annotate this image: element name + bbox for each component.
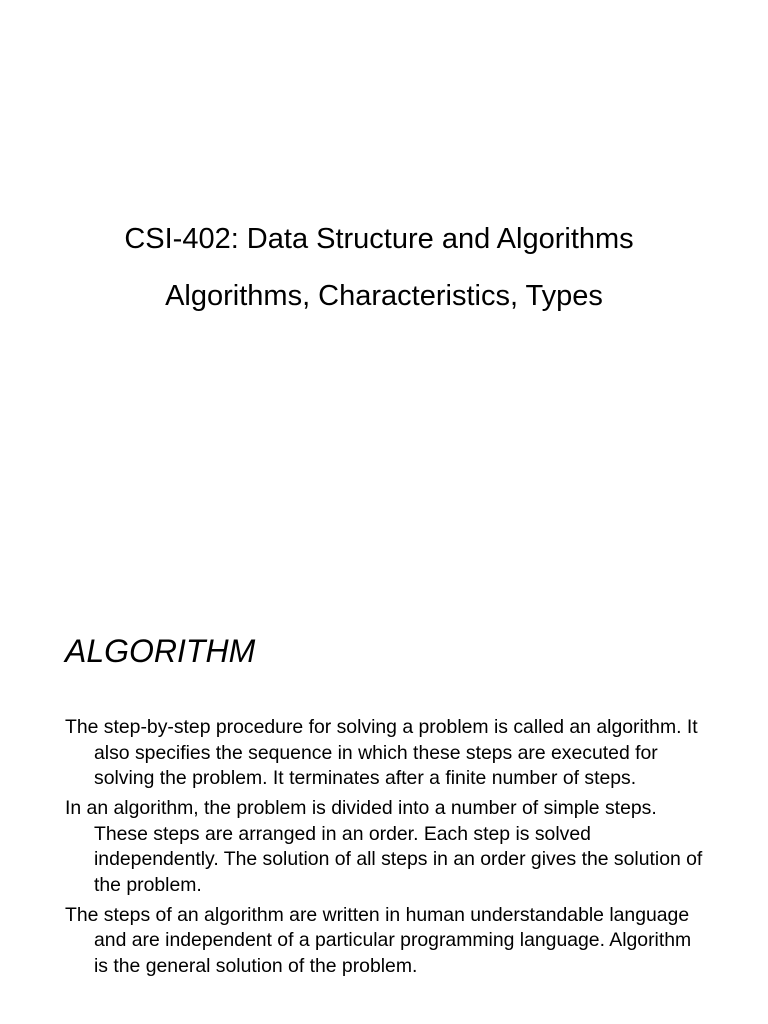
slide-subtitle: Algorithms, Characteristics, Types [165,280,603,312]
content-slide [0,600,768,1024]
slide-heading: ALGORITHM [65,633,256,669]
paragraph: The step-by-step procedure for solving a problem is called an algorithm. It also specifies the sequence in which these steps are executed for solving the problem. It terminates after a finite number of steps. [65,716,698,789]
paragraph-list [65,715,705,984]
slide-title: CSI-402: Data Structure and Algorithms [124,223,634,255]
paragraph: In an algorithm, the problem is divided into a number of simple steps. These steps are arranged in an order. Each step is solved independently. The solution of all steps in an order gives the solution of the problem. [65,797,703,896]
paragraph: The steps of an algorithm are written in human understandable language and are independent of a particular programming language. Algorithm is the general solution of the problem. [65,903,692,977]
